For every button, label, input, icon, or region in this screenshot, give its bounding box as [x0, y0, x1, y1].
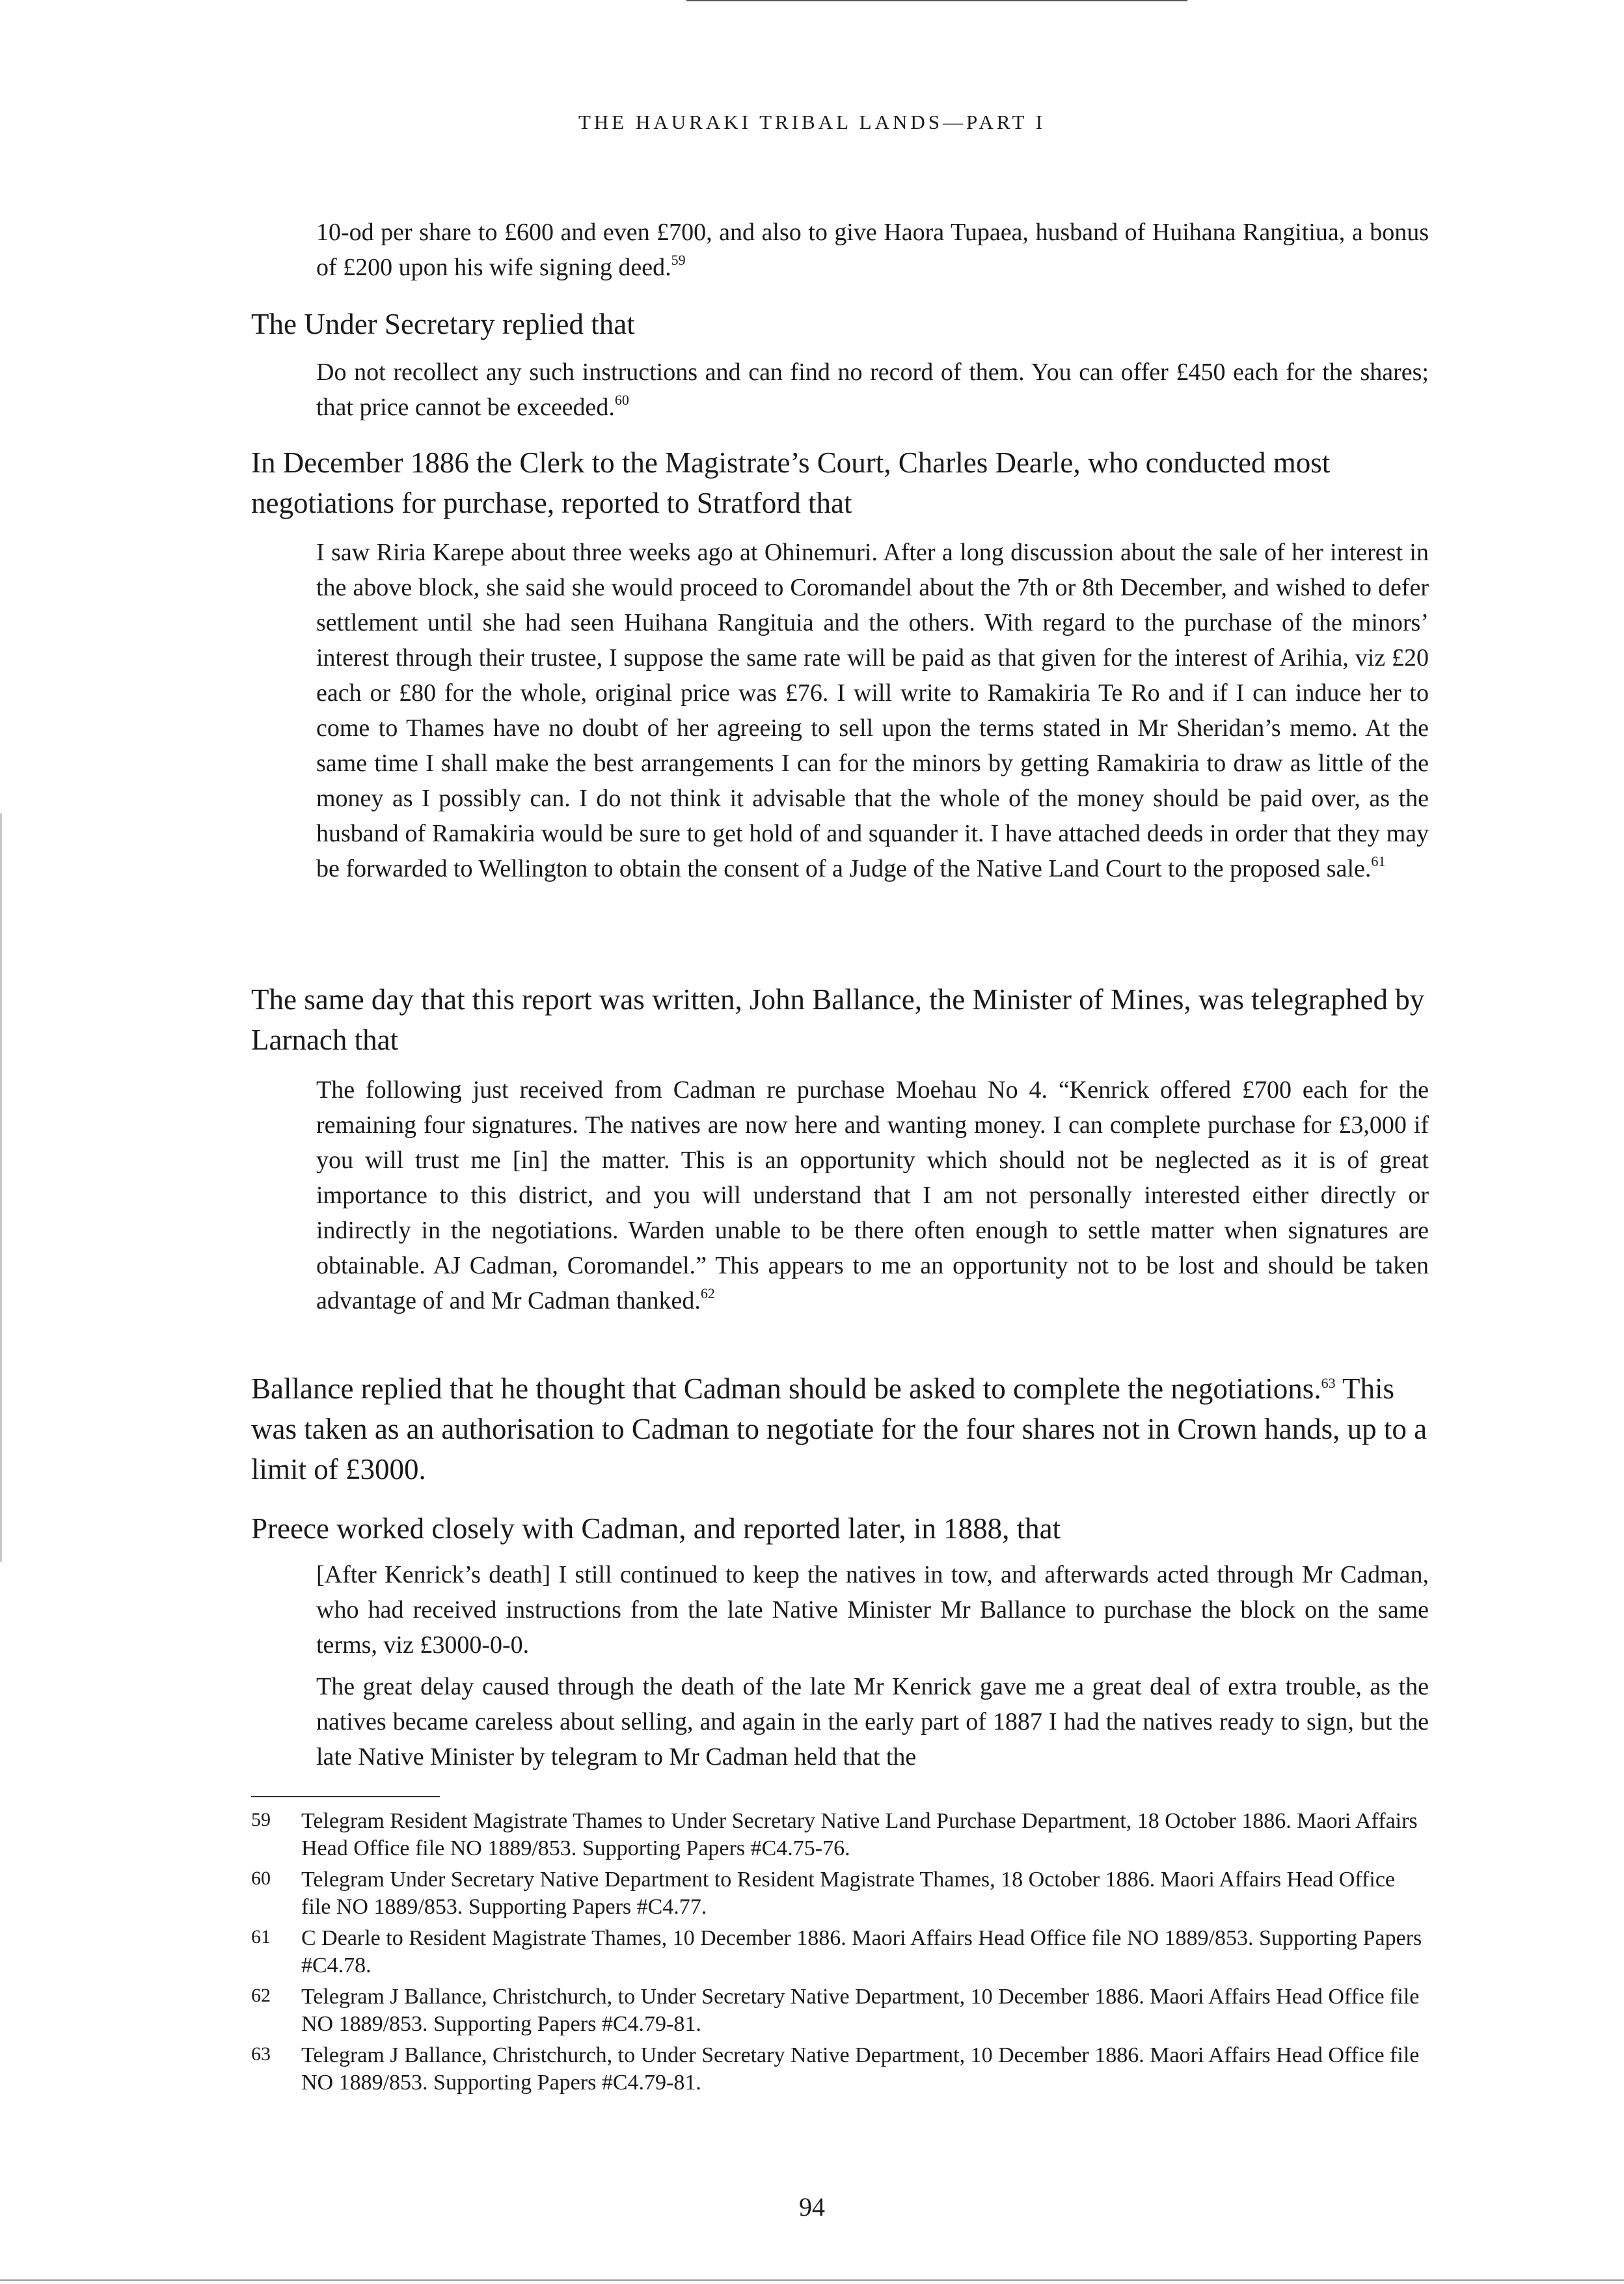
footnote-number: 60	[251, 1868, 271, 1889]
paragraph-text: Preece worked closely with Cadman, and reported later, in 1888, that	[251, 1512, 1061, 1545]
paragraph-text: Ballance replied that he thought that Cadman should be asked to complete the negotiations.	[251, 1372, 1321, 1405]
paragraph-text: The Under Secretary replied that	[251, 308, 635, 340]
block-quote	[251, 1072, 1429, 1318]
running-header: THE HAURAKI TRIBAL LANDS—PART I	[578, 111, 1046, 133]
footnote-separator	[251, 1796, 440, 1797]
footnote	[251, 1983, 1429, 2038]
block-quote	[251, 1557, 1429, 1663]
footnote-text: Telegram J Ballance, Christchurch, to Under Secretary Native Department, 10 December 1886. Maori Affairs Head Office file NO 1889/853. Supporting Papers #C4.79-81.	[301, 1985, 1420, 2036]
quote-text: 10-od per share to £600 and even £700, and also to give Haora Tupaea, husband of Huihana Rangitiua, a bonus of £200 upon his wife signing deed.	[316, 219, 1429, 281]
footnote-ref[interactable]: 63	[1321, 1375, 1336, 1391]
footnote-text: Telegram Under Secretary Native Department to Resident Magistrate Thames, 18 October 1886. Maori Affairs Head Office file NO 1889/853. Supporting Papers #C4.77.	[301, 1868, 1396, 1919]
page-number: 94	[799, 2192, 825, 2222]
quote-text: I saw Riria Karepe about three weeks ago at Ohinemuri. After a long discussion about the sale of her interest in the above block, she said she would proceed to Coromandel about the 7th or 8th December, and wished to defer settlement until she had seen Huihana Rangituia and the others. With regard to the purchase of the minors’ interest through their trustee, I suppose the same rate will be paid as that given for the interest of Arihia, viz £20 each or £80 for the whole, original price was £76. I will write to Ramakiria Te Ro and if I can induce her to come to Thames have no doubt of her agreeing to sell upon the terms stated in Mr Sheridan’s memo. At the same time I shall make the best arrangements I can for the minors by getting Ramakiria to draw as little of the money as I possibly can. I do not think it advisable that the whole of the money should be paid over, as the husband of Ramakiria would be sure to get hold of and squander it. I have attached deeds in order that they may be forwarded to Wellington to obtain the consent of a Judge of the Native Land Court to the proposed sale.	[316, 539, 1429, 882]
footnote	[251, 1808, 1429, 1862]
scan-edge-mark	[0, 813, 2, 1562]
body-paragraph	[251, 979, 1429, 1060]
body-paragraph	[251, 442, 1429, 523]
footnote-number: 61	[251, 1926, 271, 1948]
body-paragraph	[251, 1508, 1429, 1549]
body-paragraph	[251, 1368, 1429, 1489]
footnote	[251, 1925, 1429, 1979]
top-rule	[686, 0, 1187, 1]
footnote-number: 62	[251, 1985, 271, 2006]
block-quote	[251, 535, 1429, 886]
footnote-text: C Dearle to Resident Magistrate Thames, 10 December 1886. Maori Affairs Head Office file NO 1889/853. Supporting Papers #C4.78.	[301, 1926, 1422, 1978]
footnote	[251, 1866, 1429, 1921]
bottom-rule	[0, 2279, 1624, 2281]
footnote-ref[interactable]: 61	[1371, 853, 1386, 869]
block-quote	[251, 215, 1429, 285]
paragraph-text-continued: This was taken as an authorisation to Cadman to negotiate for the four shares not in Crown hands, up to a limit of £3000.	[251, 1372, 1428, 1486]
block-quote	[251, 355, 1429, 425]
footnote-ref[interactable]: 62	[700, 1285, 715, 1301]
body-paragraph	[251, 304, 1429, 344]
footnotes	[251, 1808, 1429, 2100]
footnote-text: Telegram Resident Magistrate Thames to Under Secretary Native Land Purchase Department, 18 October 1886. Maori Affairs Head Office file NO 1889/853. Supporting Papers #C4.75-76.	[301, 1809, 1418, 1860]
footnote-ref[interactable]: 60	[614, 392, 629, 408]
footnote-ref[interactable]: 59	[671, 252, 686, 268]
footnote	[251, 2042, 1429, 2097]
footnote-number: 63	[251, 2043, 271, 2065]
paragraph-text: The same day that this report was written, John Ballance, the Minister of Mines, was telegraphed by Larnach that	[251, 983, 1425, 1056]
footnote-text: Telegram J Ballance, Christchurch, to Under Secretary Native Department, 10 December 1886. Maori Affairs Head Office file NO 1889/853. Supporting Papers #C4.79-81.	[301, 2043, 1420, 2095]
block-quote	[251, 1669, 1429, 1774]
footnote-number: 59	[251, 1809, 271, 1830]
quote-text: The great delay caused through the death of the late Mr Kenrick gave me a great deal of extra trouble, as the natives became careless about selling, and again in the early part of 1887 I had the natives ready to sign, but the late Native Minister by telegram to Mr Cadman held that the	[316, 1673, 1429, 1771]
quote-text: Do not recollect any such instructions and can find no record of them. You can offer £450 each for the shares; that price cannot be exceeded.	[316, 359, 1429, 421]
quote-text: The following just received from Cadman re purchase Moehau No 4. “Kenrick offered £700 each for the remaining four signatures. The natives are now here and wanting money. I can complete purchase for £3,000 if you will trust me [in] the matter. This is an opportunity which should not be neglected as it is of great importance to this district, and you will understand that I am not personally interested either directly or indirectly in the negotiations. Warden unable to be there often enough to settle matter when signatures are obtainable. AJ Cadman, Coromandel.” This appears to me an opportunity not to be lost and should be taken advantage of and Mr Cadman thanked.	[316, 1076, 1429, 1314]
paragraph-text: In December 1886 the Clerk to the Magistrate’s Court, Charles Dearle, who conducted most negotiations for purchase, reported to Stratford that	[251, 446, 1331, 519]
quote-text: [After Kenrick’s death] I still continued to keep the natives in tow, and afterwards acted through Mr Cadman, who had received instructions from the late Native Minister Mr Ballance to purchase the block on the same terms, viz £3000-0-0.	[316, 1561, 1429, 1659]
